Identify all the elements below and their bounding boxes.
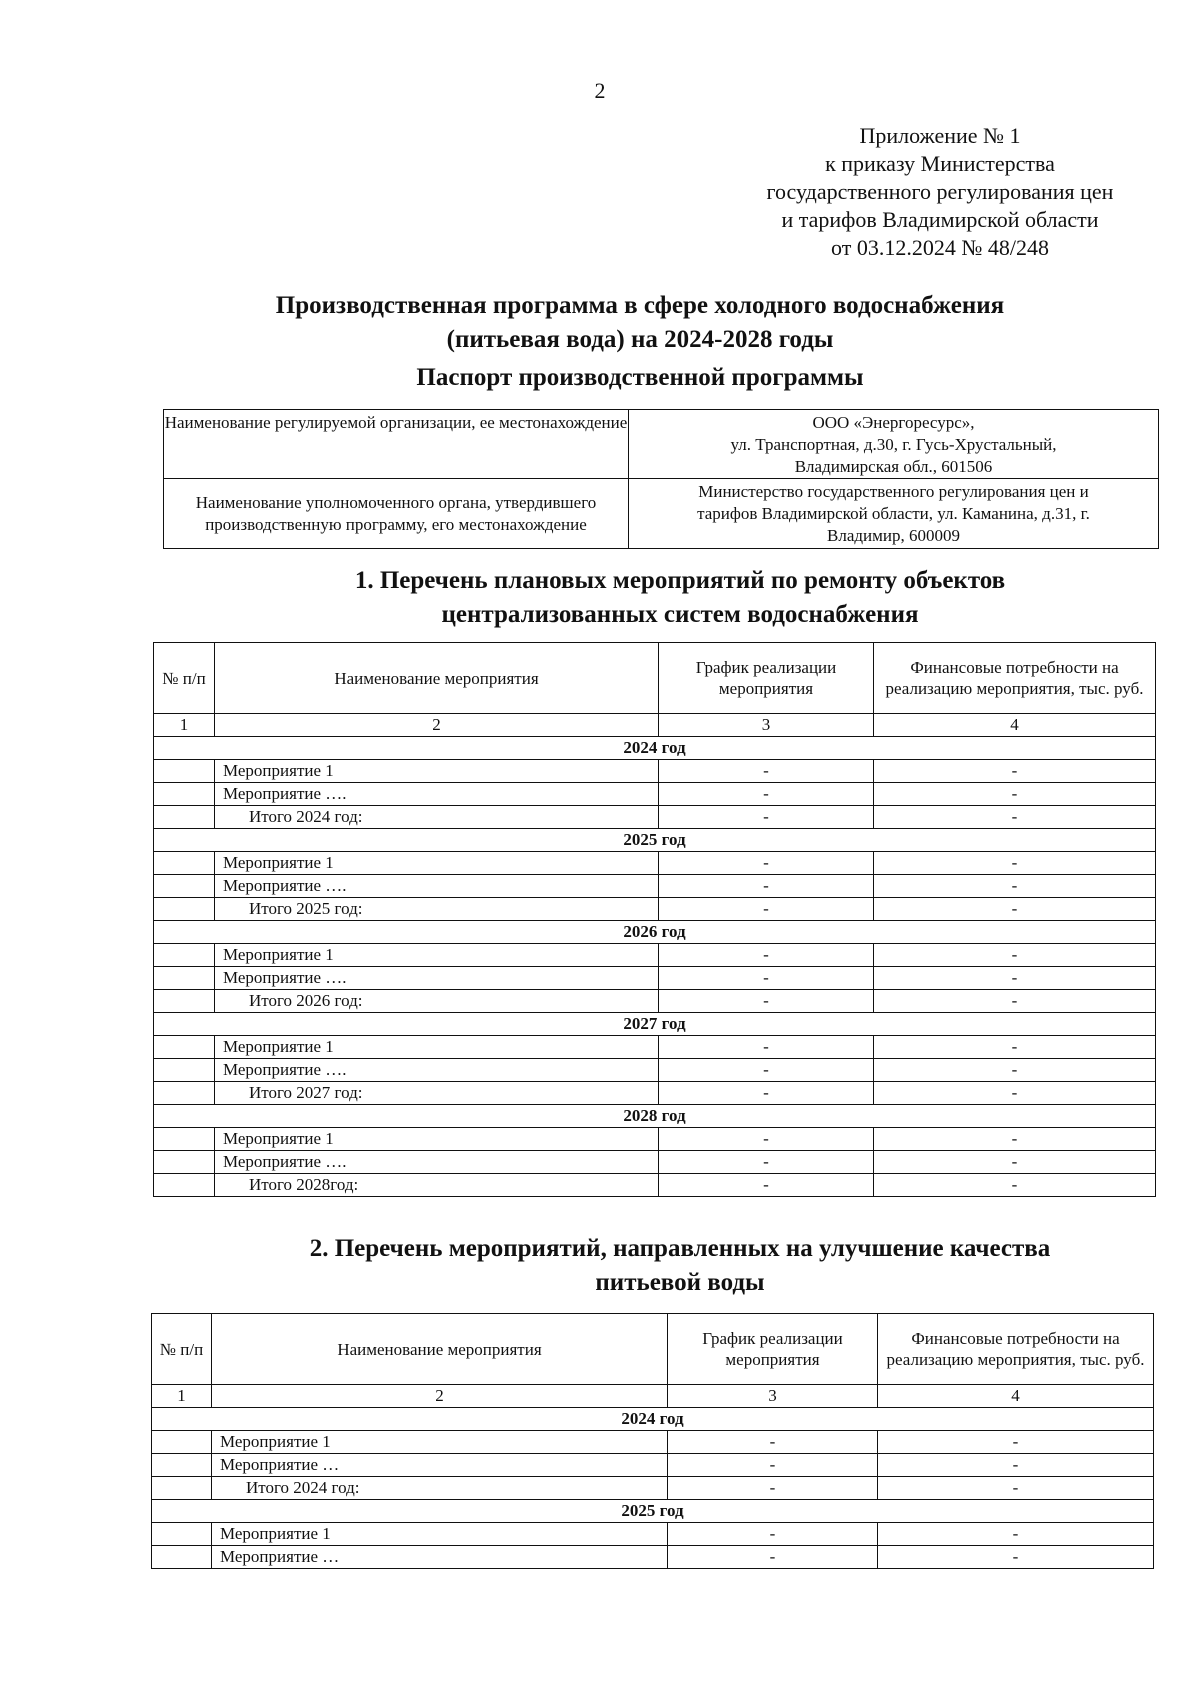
row-number-cell — [154, 1174, 215, 1197]
table-row — [154, 1151, 1156, 1174]
table-row — [154, 967, 1156, 990]
column-number-row — [154, 714, 1156, 737]
year-label: 2024 год — [154, 737, 1156, 760]
column-header: Финансовые потребности на реализацию мероприятия, тыс. руб. — [874, 643, 1156, 714]
finance-cell: - — [878, 1477, 1154, 1500]
table-row — [152, 1431, 1154, 1454]
total-row — [154, 898, 1156, 921]
schedule-cell: - — [659, 1059, 874, 1082]
activity-name: Мероприятие 1 — [212, 1431, 668, 1454]
total-row — [152, 1477, 1154, 1500]
appendix-line: Приложение № 1 — [859, 123, 1021, 148]
total-row — [154, 806, 1156, 829]
section-title-line: централизованных систем водоснабжения — [441, 601, 919, 628]
passport-value-line: тарифов Владимирской области, ул. Каманина, д.31, г. — [697, 503, 1090, 523]
year-label: 2024 год — [152, 1408, 1154, 1431]
finance-cell: - — [874, 1082, 1156, 1105]
column-header: № п/п — [154, 643, 215, 714]
section2-table — [151, 1313, 1154, 1569]
row-number-cell — [154, 1036, 215, 1059]
schedule-cell: - — [659, 1128, 874, 1151]
finance-cell: - — [878, 1431, 1154, 1454]
header-row — [152, 1314, 1154, 1385]
column-number: 4 — [878, 1385, 1154, 1408]
finance-cell: - — [874, 1151, 1156, 1174]
finance-cell: - — [874, 806, 1156, 829]
table-row — [154, 944, 1156, 967]
schedule-cell: - — [668, 1546, 878, 1569]
year-label: 2027 год — [154, 1013, 1156, 1036]
column-number: 1 — [154, 714, 215, 737]
passport-value-line: ул. Транспортная, д.30, г. Гусь-Хрустальный, — [730, 435, 1057, 454]
finance-cell: - — [874, 990, 1156, 1013]
title-line: Производственная программа в сфере холодного водоснабжения — [275, 292, 1005, 319]
schedule-cell: - — [659, 760, 874, 783]
total-row — [154, 1174, 1156, 1197]
column-number: 4 — [874, 714, 1156, 737]
total-label: Итого 2024 год: — [212, 1477, 668, 1500]
page-number: 2 — [594, 78, 606, 103]
passport-heading: Паспорт производственной программы — [416, 364, 864, 391]
finance-cell: - — [874, 944, 1156, 967]
year-row — [154, 921, 1156, 944]
finance-cell: - — [874, 1036, 1156, 1059]
year-row — [154, 829, 1156, 852]
finance-cell: - — [874, 967, 1156, 990]
row-number-cell — [154, 1128, 215, 1151]
appendix-block — [740, 122, 1140, 262]
title-line: (питьевая вода) на 2024-2028 годы — [446, 326, 834, 353]
activity-name: Мероприятие …. — [215, 967, 659, 990]
table-row — [154, 875, 1156, 898]
schedule-cell: - — [659, 944, 874, 967]
schedule-cell: - — [668, 1454, 878, 1477]
passport-value-line: Владимирская обл., 601506 — [794, 457, 993, 476]
row-number-cell — [152, 1454, 212, 1477]
table-row — [154, 1059, 1156, 1082]
passport-value — [629, 479, 1159, 549]
table-row — [154, 1036, 1156, 1059]
row-number-cell — [154, 944, 215, 967]
finance-cell: - — [874, 783, 1156, 806]
year-label: 2025 год — [152, 1500, 1154, 1523]
total-label: Итого 2025 год: — [215, 898, 659, 921]
column-header: Наименование мероприятия — [215, 643, 659, 714]
section2-title — [220, 1232, 1140, 1300]
passport-value-line: Владимир, 600009 — [827, 525, 960, 545]
row-number-cell — [154, 852, 215, 875]
total-row — [154, 990, 1156, 1013]
schedule-cell: - — [659, 806, 874, 829]
finance-cell: - — [874, 1174, 1156, 1197]
total-label: Итого 2024 год: — [215, 806, 659, 829]
year-row — [152, 1408, 1154, 1431]
column-header: Наименование мероприятия — [212, 1314, 668, 1385]
appendix-line: от 03.12.2024 № 48/248 — [831, 235, 1049, 260]
schedule-cell: - — [668, 1477, 878, 1500]
section-title-line: 1. Перечень плановых мероприятий по ремонту объектов — [354, 567, 1006, 594]
schedule-cell: - — [659, 1174, 874, 1197]
schedule-cell: - — [659, 1082, 874, 1105]
year-label: 2028 год — [154, 1105, 1156, 1128]
activity-name: Мероприятие 1 — [212, 1523, 668, 1546]
schedule-cell: - — [659, 783, 874, 806]
year-label: 2025 год — [154, 829, 1156, 852]
row-number-cell — [154, 967, 215, 990]
column-header: Финансовые потребности на реализацию мероприятия, тыс. руб. — [878, 1314, 1154, 1385]
activity-name: Мероприятие 1 — [215, 944, 659, 967]
passport-value-line: Министерство государственного регулирования цен и — [698, 481, 1089, 501]
passport-row — [164, 479, 1159, 549]
table-row — [154, 1128, 1156, 1151]
table-row — [154, 852, 1156, 875]
row-number-cell — [154, 783, 215, 806]
finance-cell: - — [878, 1454, 1154, 1477]
schedule-cell: - — [668, 1523, 878, 1546]
schedule-cell: - — [659, 967, 874, 990]
column-header: № п/п — [152, 1314, 212, 1385]
passport-value-line: ООО «Энергоресурс», — [812, 413, 975, 432]
finance-cell: - — [878, 1523, 1154, 1546]
finance-cell: - — [874, 1128, 1156, 1151]
year-row — [154, 1013, 1156, 1036]
header-row — [154, 643, 1156, 714]
finance-cell: - — [878, 1546, 1154, 1569]
table-row — [154, 783, 1156, 806]
row-number-cell — [154, 1151, 215, 1174]
activity-name: Мероприятие 1 — [215, 760, 659, 783]
schedule-cell: - — [659, 898, 874, 921]
activity-name: Мероприятие …. — [215, 875, 659, 898]
section1-title — [230, 564, 1130, 632]
table-row — [154, 760, 1156, 783]
column-header: График реализации мероприятия — [668, 1314, 878, 1385]
table-row — [152, 1523, 1154, 1546]
schedule-cell: - — [668, 1431, 878, 1454]
row-number-cell — [154, 806, 215, 829]
appendix-line: и тарифов Владимирской области — [781, 207, 1099, 232]
column-number-row — [152, 1385, 1154, 1408]
finance-cell: - — [874, 898, 1156, 921]
activity-name: Мероприятие … — [212, 1454, 668, 1477]
row-number-cell — [154, 898, 215, 921]
row-number-cell — [152, 1477, 212, 1500]
section1-table-body — [154, 643, 1156, 1197]
year-row — [152, 1500, 1154, 1523]
column-number: 3 — [668, 1385, 878, 1408]
schedule-cell: - — [659, 875, 874, 898]
column-number: 3 — [659, 714, 874, 737]
schedule-cell: - — [659, 1151, 874, 1174]
row-number-cell — [154, 990, 215, 1013]
section1-table — [153, 642, 1156, 1197]
table-row — [152, 1454, 1154, 1477]
row-number-cell — [154, 1059, 215, 1082]
appendix-line: государственного регулирования цен — [766, 179, 1114, 204]
row-number-cell — [152, 1546, 212, 1569]
activity-name: Мероприятие 1 — [215, 1036, 659, 1059]
schedule-cell: - — [659, 852, 874, 875]
row-number-cell — [152, 1431, 212, 1454]
document-title — [150, 289, 1130, 357]
passport-value — [629, 410, 1159, 479]
activity-name: Мероприятие …. — [215, 1151, 659, 1174]
section-title-line: 2. Перечень мероприятий, направленных на улучшение качества — [309, 1235, 1051, 1262]
activity-name: Мероприятие … — [212, 1546, 668, 1569]
column-number: 2 — [215, 714, 659, 737]
row-number-cell — [154, 1082, 215, 1105]
total-label: Итого 2028год: — [215, 1174, 659, 1197]
year-label: 2026 год — [154, 921, 1156, 944]
finance-cell: - — [874, 875, 1156, 898]
appendix-line: к приказу Министерства — [825, 151, 1055, 176]
activity-name: Мероприятие …. — [215, 783, 659, 806]
row-number-cell — [152, 1523, 212, 1546]
finance-cell: - — [874, 760, 1156, 783]
schedule-cell: - — [659, 990, 874, 1013]
finance-cell: - — [874, 1059, 1156, 1082]
row-number-cell — [154, 875, 215, 898]
activity-name: Мероприятие …. — [215, 1059, 659, 1082]
schedule-cell: - — [659, 1036, 874, 1059]
activity-name: Мероприятие 1 — [215, 1128, 659, 1151]
year-row — [154, 1105, 1156, 1128]
column-number: 1 — [152, 1385, 212, 1408]
row-number-cell — [154, 760, 215, 783]
column-number: 2 — [212, 1385, 668, 1408]
passport-row — [164, 410, 1159, 479]
activity-name: Мероприятие 1 — [215, 852, 659, 875]
passport-label: Наименование уполномоченного органа, утвердившего производственную программу, его местонахождение — [164, 479, 629, 549]
table-row — [152, 1546, 1154, 1569]
passport-table — [163, 409, 1159, 549]
total-label: Итого 2026 год: — [215, 990, 659, 1013]
section-title-line: питьевой воды — [595, 1269, 765, 1296]
column-header: График реализации мероприятия — [659, 643, 874, 714]
passport-label: Наименование регулируемой организации, ее местонахождение — [164, 410, 629, 479]
finance-cell: - — [874, 852, 1156, 875]
section2-table-body — [152, 1314, 1154, 1569]
year-row — [154, 737, 1156, 760]
total-label: Итого 2027 год: — [215, 1082, 659, 1105]
total-row — [154, 1082, 1156, 1105]
